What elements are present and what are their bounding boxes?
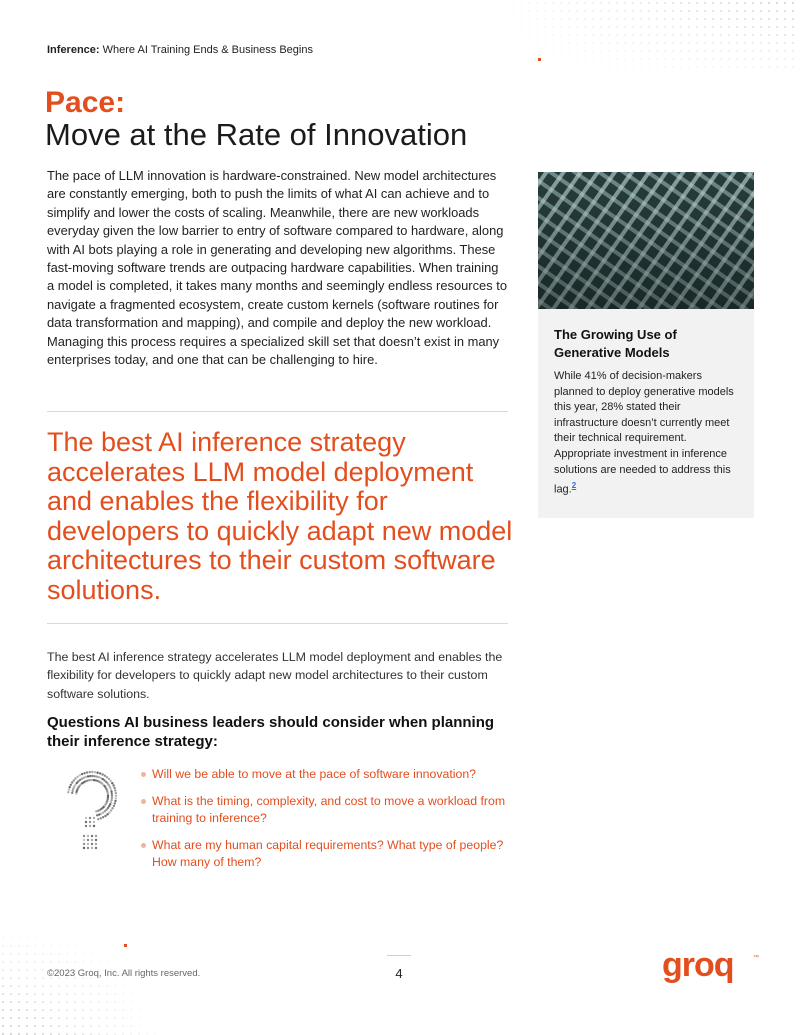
divider xyxy=(47,411,508,412)
question-item: What is the timing, complexity, and cost to move a workload from training to inference? xyxy=(140,793,510,827)
decorative-dot-grid xyxy=(470,0,800,70)
logo-trademark: ™ xyxy=(753,955,759,961)
questions-heading: Questions AI business leaders should consider when planning their inference strategy: xyxy=(47,714,495,750)
divider xyxy=(387,955,411,956)
section-title-accent: Pace: xyxy=(45,86,126,119)
logo-wordmark: groq xyxy=(662,950,734,984)
wire-mesh-image xyxy=(538,172,754,309)
running-header-bold: Inference: xyxy=(47,44,100,56)
body-paragraph: The best AI inference strategy accelerates LLM model deployment and enables the flexibility for developers to quickly adapt new model architectures to their custom software solutions. xyxy=(47,650,503,701)
decorative-dot-grid xyxy=(0,935,170,1035)
questions-list xyxy=(140,766,510,881)
sidebar-text xyxy=(554,369,744,498)
question-item: Will we be able to move at the pace of software innovation? xyxy=(140,766,510,783)
running-header xyxy=(47,44,313,56)
groq-logo xyxy=(662,950,762,990)
question-item: What are my human capital requirements? What type of people? How many of them? xyxy=(140,837,510,871)
question-mark-icon xyxy=(52,768,124,856)
footnote-link[interactable]: 2 xyxy=(571,481,577,491)
copyright: ©2023 Groq, Inc. All rights reserved. xyxy=(47,968,201,979)
sidebar-title: The Growing Use of Generative Models xyxy=(554,327,677,360)
running-header-text: Where AI Training Ends & Business Begins xyxy=(102,44,313,56)
divider xyxy=(47,623,508,624)
sidebar-callout xyxy=(538,172,754,518)
intro-paragraph: The pace of LLM innovation is hardware-constrained. New model architectures are constantly emerging, both to push the limits of what AI can achieve and to simplify and lower the costs of scaling. Meanwhile, there are new workloads everyday given the low barrier to entry of software compared to hardware, along with AI bots playing a role in generating and developing new algorithms. These fast-moving software trends are outpacing hardware capabilities. When training a model is completed, it takes many months and seemingly endless resources to navigate a fragmented ecosystem, create custom kernels (software routines for data transformation and mapping), and compile and deploy the new workload. Managing this process requires a specialized skill set that doesn’t exist in many enterprises today, and one that can be challenging to hire. xyxy=(47,168,507,368)
page-number: 4 xyxy=(395,966,403,981)
pull-quote: The best AI inference strategy accelerates LLM model deployment and enables the flexibility for developers to quickly adapt new model architectures to their custom software solutions. xyxy=(47,427,513,605)
section-title: Move at the Rate of Innovation xyxy=(45,117,468,152)
sidebar-body: While 41% of decision-makers planned to deploy generative models this year, 28% stated their infrastructure doesn’t currently meet their technical requirement. Appropriate investment in inference solutions are needed to address this lag. xyxy=(554,370,734,496)
